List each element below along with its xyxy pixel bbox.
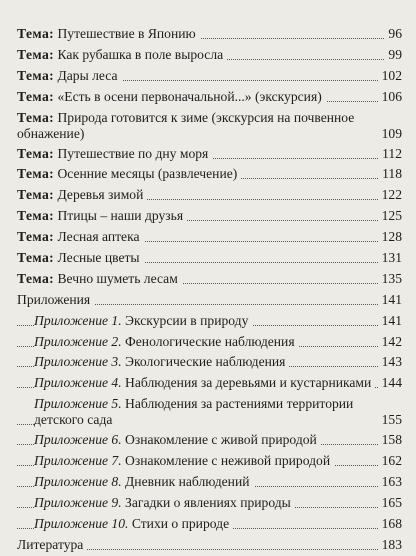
appendix-label: Приложение 5.	[34, 396, 122, 412]
toc-entry-text	[17, 185, 147, 206]
toc-entry-text	[17, 248, 144, 269]
toc-entry	[0, 248, 416, 269]
topic-prefix: Тема:	[17, 187, 55, 203]
topic-prefix: Тема:	[17, 46, 55, 62]
page-number: 96	[385, 24, 402, 45]
toc-entry	[0, 144, 416, 165]
toc-entry-text	[17, 45, 227, 66]
topic-prefix: Тема:	[17, 145, 55, 161]
toc-entry	[0, 108, 416, 144]
toc-entry-title: Путешествие по дну моря	[54, 145, 209, 161]
toc-entry-text	[17, 227, 144, 248]
toc-entry-title: Лесные цветы	[54, 250, 140, 266]
toc-entry-text	[17, 144, 212, 165]
toc-entry-title: Путешествие в Японию	[54, 26, 196, 41]
toc-entry	[0, 332, 416, 353]
page-number: 112	[379, 144, 402, 165]
toc-entry	[0, 430, 416, 451]
toc-entry	[0, 535, 416, 556]
page-number: 102	[379, 66, 402, 87]
appendix-label: Приложение 1.	[34, 312, 122, 328]
toc-entry-title: Стихи о природе	[128, 515, 230, 531]
page-number: 144	[379, 373, 402, 394]
topic-prefix: Тема:	[17, 26, 55, 41]
page-number: 125	[379, 206, 402, 227]
toc-entry-title: Загадки о явлениях природы	[121, 494, 291, 510]
page-number: 183	[379, 535, 402, 556]
toc-entry	[0, 24, 416, 45]
toc-entry-text	[17, 66, 122, 87]
toc-entry-title: Деревья зимой	[54, 187, 144, 203]
toc-entry	[0, 451, 416, 472]
topic-prefix: Тема:	[17, 67, 55, 83]
page-number: 168	[379, 514, 402, 535]
toc-entry-title: Экскурсии в природу	[121, 312, 249, 328]
toc-entry	[0, 185, 416, 206]
toc-entry-title: Наблюдения за растениями территории детского сада	[34, 396, 354, 428]
toc-entry	[0, 66, 416, 87]
toc-entry	[0, 45, 416, 66]
topic-prefix: Тема:	[17, 270, 55, 286]
toc-entry-text	[34, 472, 254, 493]
toc-entry-title: Осенние месяцы (развлечение)	[54, 166, 238, 182]
page-number: 99	[385, 45, 402, 66]
toc-entry-text	[34, 493, 295, 514]
appendix-label: Приложение 10.	[34, 515, 129, 531]
toc-entry-text	[34, 373, 375, 394]
toc-entry-text	[34, 396, 398, 428]
toc-entry-title: Ознакомление с неживой природой	[121, 453, 331, 469]
page-number: 141	[379, 290, 402, 311]
page-number: 122	[379, 185, 402, 206]
toc-entry-text	[17, 535, 87, 556]
toc-entry-text	[17, 290, 94, 311]
appendix-label: Приложение 2.	[34, 333, 122, 349]
appendix-label: Приложение 4.	[34, 375, 122, 391]
toc-entry-text	[17, 269, 182, 290]
table-of-contents	[0, 24, 416, 556]
toc-entry	[0, 493, 416, 514]
page-number: 141	[379, 311, 402, 332]
toc-entry	[0, 514, 416, 535]
topic-prefix: Тема:	[17, 250, 55, 266]
toc-entry-text	[34, 514, 233, 535]
page-number: 131	[379, 248, 402, 269]
page-number: 118	[379, 164, 402, 185]
toc-entry-text	[17, 24, 200, 45]
toc-entry-text	[17, 164, 241, 185]
topic-prefix: Тема:	[17, 208, 55, 224]
page-number: 135	[379, 269, 402, 290]
toc-entry	[0, 164, 416, 185]
toc-entry-title: Птицы – наши друзья	[54, 208, 184, 224]
toc-entry-text	[17, 206, 187, 227]
toc-entry-title: Приложения	[17, 291, 91, 307]
toc-entry-title: Ознакомление с живой природой	[121, 432, 317, 448]
toc-entry-text	[34, 430, 321, 451]
toc-entry-title: Как рубашка в поле выросла	[54, 46, 224, 62]
toc-entry-title: Фенологические наблюдения	[121, 333, 295, 349]
toc-entry-title: Наблюдения за деревьями и кустарниками	[121, 375, 372, 391]
toc-entry-text	[34, 352, 289, 373]
appendix-label: Приложение 3.	[34, 354, 122, 370]
toc-entry-title: Дневник наблюдений	[121, 474, 250, 490]
page-number: 109	[379, 124, 402, 145]
topic-prefix: Тема:	[17, 229, 55, 245]
page-number: 158	[379, 430, 402, 451]
toc-entry-text	[34, 311, 252, 332]
toc-entry	[0, 311, 416, 332]
topic-prefix: Тема:	[17, 166, 55, 182]
toc-entry	[0, 290, 416, 311]
toc-entry	[0, 269, 416, 290]
appendix-label: Приложение 6.	[34, 432, 122, 448]
toc-entry-title: Экологические наблюдения	[121, 354, 286, 370]
topic-prefix: Тема:	[17, 88, 55, 104]
toc-entry-text	[17, 87, 326, 108]
toc-entry-title: Дары леса	[54, 67, 118, 83]
toc-entry-title: Вечно шуметь лесам	[54, 270, 178, 286]
toc-entry-title: Природа готовится к зиме (экскурсия на почвенное обнажение)	[17, 109, 355, 141]
toc-entry-title: Литература	[17, 536, 84, 552]
toc-entry	[0, 352, 416, 373]
toc-entry	[0, 394, 416, 430]
appendix-label: Приложение 8.	[34, 474, 122, 490]
toc-entry-text	[34, 332, 299, 353]
page-number: 165	[379, 493, 402, 514]
toc-entry-text	[34, 451, 334, 472]
page-number: 163	[379, 472, 402, 493]
page-number: 143	[379, 352, 402, 373]
page-number: 142	[379, 332, 402, 353]
topic-prefix: Тема:	[17, 109, 55, 125]
toc-entry	[0, 472, 416, 493]
appendix-label: Приложение 9.	[34, 494, 122, 510]
appendix-label: Приложение 7.	[34, 453, 122, 469]
toc-entry-title: Лесная аптека	[54, 229, 140, 245]
page-number: 155	[379, 410, 402, 431]
toc-entry	[0, 373, 416, 394]
toc-entry-text	[17, 110, 381, 142]
toc-entry	[0, 227, 416, 248]
toc-entry	[0, 87, 416, 108]
page-number: 128	[379, 227, 402, 248]
toc-entry-title: «Есть в осени первоначальной...» (экскурсия)	[54, 88, 322, 104]
page-number: 162	[379, 451, 402, 472]
page-number: 106	[379, 87, 402, 108]
toc-entry	[0, 206, 416, 227]
